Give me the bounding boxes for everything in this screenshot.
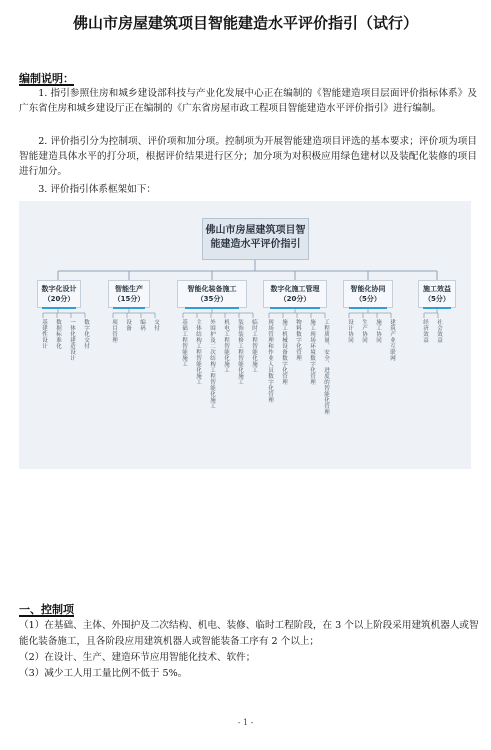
document-title: 佛山市房屋建筑项目智能建造水平评价指引（试行） (72, 14, 418, 32)
category-name: 智能化装备施工 (187, 285, 237, 293)
category-score: （20分） (43, 295, 75, 303)
category-score: （20分） (279, 295, 311, 303)
leaf-item: 施工协同 (375, 319, 381, 343)
category-score: （35分） (196, 295, 228, 303)
category-score: （5分） (424, 295, 450, 303)
page-number: - 1 - (237, 718, 254, 727)
category-smart-equipment-construction (177, 280, 247, 308)
control-item-2: （2）在设计、生产、建造环节应用智能化技术、软件； (19, 652, 256, 663)
control-item-1: （1）在基础、主体、外围护及二次结构、机电、装修、临时工程阶段，在 3 个以上阶段采用建筑机器人或智能化装备施工，且各阶段应用建筑机器人或智能装备工序有 2 个以上； (19, 620, 479, 647)
control-heading: 一、控制项 (19, 603, 74, 616)
leaf-connector (349, 308, 391, 318)
leaf-item: 社会效益 (436, 319, 442, 343)
control-item-3: （3）减少工人用工量比例不低于 5%。 (19, 668, 188, 679)
leaf-connector (269, 308, 325, 318)
category-smart-collaboration (343, 280, 393, 308)
leaf-item: 现场管理和作业人员数字化管理 (267, 319, 273, 403)
category-score: （5分） (355, 295, 381, 303)
category-digital-construction-management (263, 280, 327, 308)
leaf-item: 物料数字化管理 (295, 319, 301, 361)
leaf-item: 生产协同 (361, 319, 367, 343)
leaf-item: 项目管理 (111, 319, 117, 343)
framework-diagram (19, 201, 471, 469)
category-smart-production (108, 280, 150, 308)
note-paragraph-1: 1. 指引参照住房和城乡建设部科技与产业化发展中心正在编制的《智能建造项目层面评价指标体系》及广东省住房和城乡建设厅正在编制的《广东省房屋市政工程项目智能建造水平评价指引》进行编制。 (19, 88, 477, 114)
leaf-item: 经济效益 (422, 319, 428, 343)
leaf-item: 工程质量、安全、进度的智能化管理 (323, 319, 329, 415)
leaf-connector (183, 308, 253, 318)
diagram-root: 佛山市房屋建筑项目智能建造水平评价指引 (202, 218, 309, 260)
leaf-connector (43, 308, 85, 318)
leaf-item: 设备 (125, 319, 131, 331)
leaf-item: 建筑产业互联网 (389, 319, 395, 361)
leaf-item: 主体结构工程智能化施工 (195, 319, 201, 385)
category-name: 数字化设计 (41, 285, 77, 293)
category-score: （15分） (113, 295, 145, 303)
category-construction-benefit (418, 280, 456, 308)
leaf-item: 设计协同 (347, 319, 353, 343)
category-name: 智能化协同 (350, 285, 386, 293)
leaf-item: 数据标准化 (55, 319, 61, 349)
notes-heading: 编制说明： (19, 72, 74, 85)
leaf-item: 装饰装修工程智能化施工 (237, 319, 243, 385)
leaf-item: 施工机械设备数字化管理 (281, 319, 287, 385)
leaf-item: 临时工程智能化施工 (251, 319, 257, 373)
leaf-item: 外围护及二次结构工程智能化施工 (209, 319, 215, 409)
note-paragraph-2: 2. 评价指引分为控制项、评价项和加分项。控制项为开展智能建造项目评选的基本要求；评价项为项目智能建造具体水平的打分项，根据评价结果进行区分；加分项为对积极应用绿色建材以及装配化装修的项目进行加分。 (19, 136, 477, 177)
category-name: 数字化施工管理 (270, 285, 320, 293)
leaf-item: 施工现场环境数字化管理 (309, 319, 315, 385)
leaf-connector (113, 308, 155, 318)
leaf-item: 基础工程智能施工 (181, 319, 187, 367)
leaf-item: 基建性设计 (41, 319, 47, 349)
category-digital-design (37, 280, 81, 308)
leaf-item: 一体化建造设计 (69, 319, 75, 361)
category-name: 施工效益 (423, 285, 451, 293)
leaf-item: 机电工程智能化施工 (223, 319, 229, 373)
leaf-item: 编码 (139, 319, 145, 331)
leaf-item: 数字化交付 (83, 319, 89, 349)
category-name: 智能生产 (115, 285, 143, 293)
leaf-item: 交付 (153, 319, 159, 331)
leaf-connector (424, 308, 438, 318)
note-paragraph-3: 3. 评价指引体系框架如下： (38, 184, 156, 195)
